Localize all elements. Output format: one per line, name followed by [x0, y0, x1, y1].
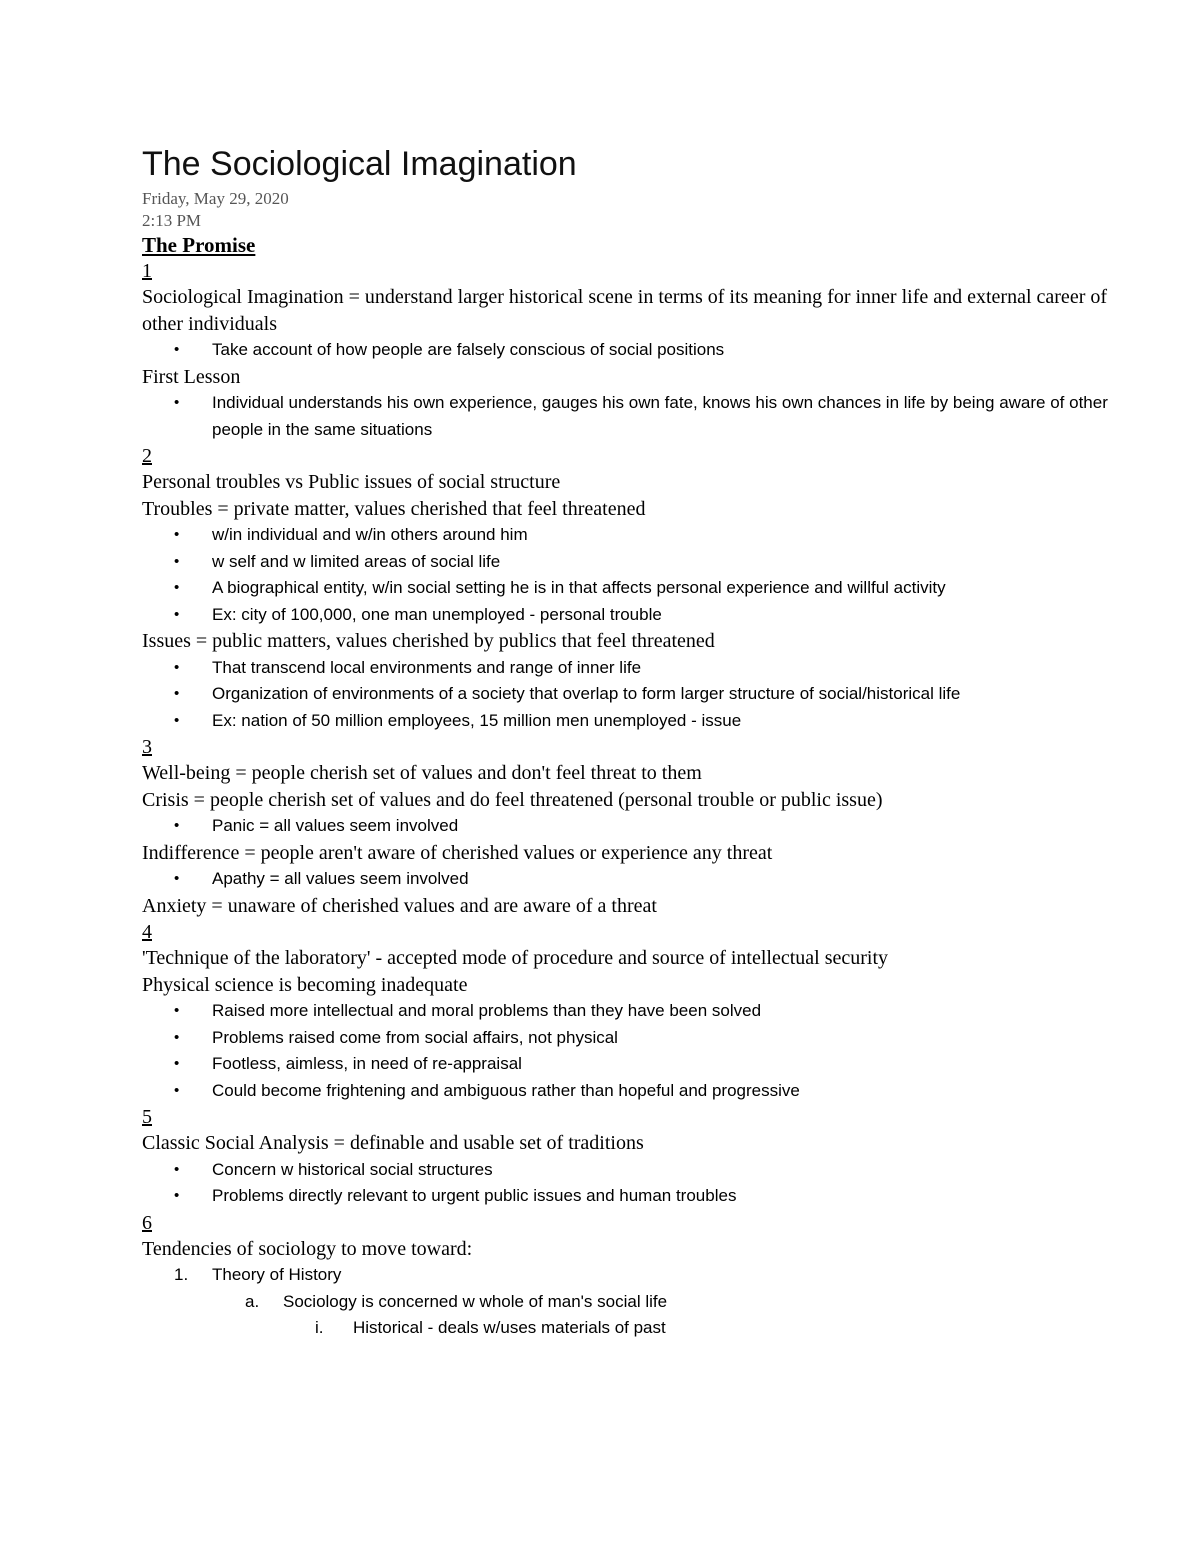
paragraph: Physical science is becoming inadequate [142, 973, 468, 996]
section-number: 2 [142, 445, 152, 467]
paragraph: Anxiety = unaware of cherished values and are aware of a threat [142, 894, 657, 917]
bullet-list [142, 1157, 1142, 1210]
bullet-item: • w self and w limited areas of social life [142, 549, 1142, 576]
bullet-item: • Ex: city of 100,000, one man unemployed - personal trouble [142, 602, 1142, 629]
list-item-text: Sociology is concerned w whole of man's social life [283, 1291, 668, 1311]
bullet-item: • A biographical entity, w/in social setting he is in that affects personal experience and willful activity [142, 575, 1142, 602]
page-title: The Sociological Imagination [142, 145, 577, 183]
section-number: 5 [142, 1106, 152, 1128]
bullet-item: • Raised more intellectual and moral problems than they have been solved [142, 998, 1142, 1025]
section-number: 1 [142, 260, 152, 282]
paragraph: Crisis = people cherish set of values and do feel threatened (personal trouble or public issue) [142, 788, 883, 811]
bullet-item: • Ex: nation of 50 million employees, 15 million men unemployed - issue [142, 708, 1142, 735]
bullet-item: • Footless, aimless, in need of re-appraisal [142, 1051, 1142, 1078]
numbered-item [142, 1289, 1142, 1316]
bullet-item: • w/in individual and w/in others around him [142, 522, 1142, 549]
section-heading: The Promise [142, 233, 256, 257]
paragraph: Sociological Imagination = understand larger historical scene in terms of its meaning for inner life and external career of other individuals [142, 286, 1108, 335]
bullet-item: • Organization of environments of a society that overlap to form larger structure of social/historical life [142, 681, 1142, 708]
bullet-item: • Panic = all values seem involved [142, 813, 1142, 840]
paragraph: Troubles = private matter, values cherished that feel threatened [142, 497, 646, 520]
section-number: 4 [142, 921, 152, 943]
numbered-item [142, 1262, 1142, 1289]
bullet-item: • Take account of how people are falsely conscious of social positions [142, 337, 1142, 364]
bullet-item: • Could become frightening and ambiguous rather than hopeful and progressive [142, 1078, 1142, 1105]
paragraph: Tendencies of sociology to move toward: [142, 1237, 473, 1260]
note-date: Friday, May 29, 2020 [142, 189, 289, 208]
bullet-item: • Problems directly relevant to urgent public issues and human troubles [142, 1183, 1142, 1210]
bullet-item: • That transcend local environments and range of inner life [142, 655, 1142, 682]
bullet-item: • Apathy = all values seem involved [142, 866, 1142, 893]
bullet-list [142, 522, 1142, 628]
list-item-text: Theory of History [212, 1265, 342, 1284]
bullet-item: • Individual understands his own experience, gauges his own fate, knows his own chances in life by being aware of other people in the same situations [142, 390, 1142, 443]
list-marker: 1. [174, 1265, 189, 1284]
bullet-list [142, 337, 1142, 364]
list-marker: i. [315, 1318, 324, 1337]
section-number: 6 [142, 1211, 152, 1234]
section-number: 3 [142, 736, 152, 758]
bullet-list [142, 813, 1142, 840]
paragraph: Issues = public matters, values cherished by publics that feel threatened [142, 630, 715, 652]
list-marker: a. [245, 1291, 260, 1311]
paragraph: Indifference = people aren't aware of cherished values or experience any threat [142, 841, 773, 864]
bullet-list [142, 998, 1142, 1104]
note-time: 2:13 PM [142, 211, 202, 230]
bullet-item: • Problems raised come from social affairs, not physical [142, 1025, 1142, 1052]
paragraph: 'Technique of the laboratory' - accepted mode of procedure and source of intellectual security [142, 947, 889, 969]
paragraph: Personal troubles vs Public issues of social structure [142, 471, 561, 493]
list-item-text: Historical - deals w/uses materials of past [353, 1318, 666, 1337]
bullet-list [142, 390, 1142, 443]
paragraph: Well-being = people cherish set of values and don't feel threat to them [142, 762, 702, 784]
bullet-list [142, 655, 1142, 735]
numbered-item [142, 1315, 1142, 1342]
paragraph: First Lesson [142, 365, 241, 388]
bullet-item: • Concern w historical social structures [142, 1157, 1142, 1184]
note-page [142, 140, 1142, 1342]
bullet-list [142, 866, 1142, 893]
paragraph: Classic Social Analysis = definable and usable set of traditions [142, 1132, 644, 1154]
